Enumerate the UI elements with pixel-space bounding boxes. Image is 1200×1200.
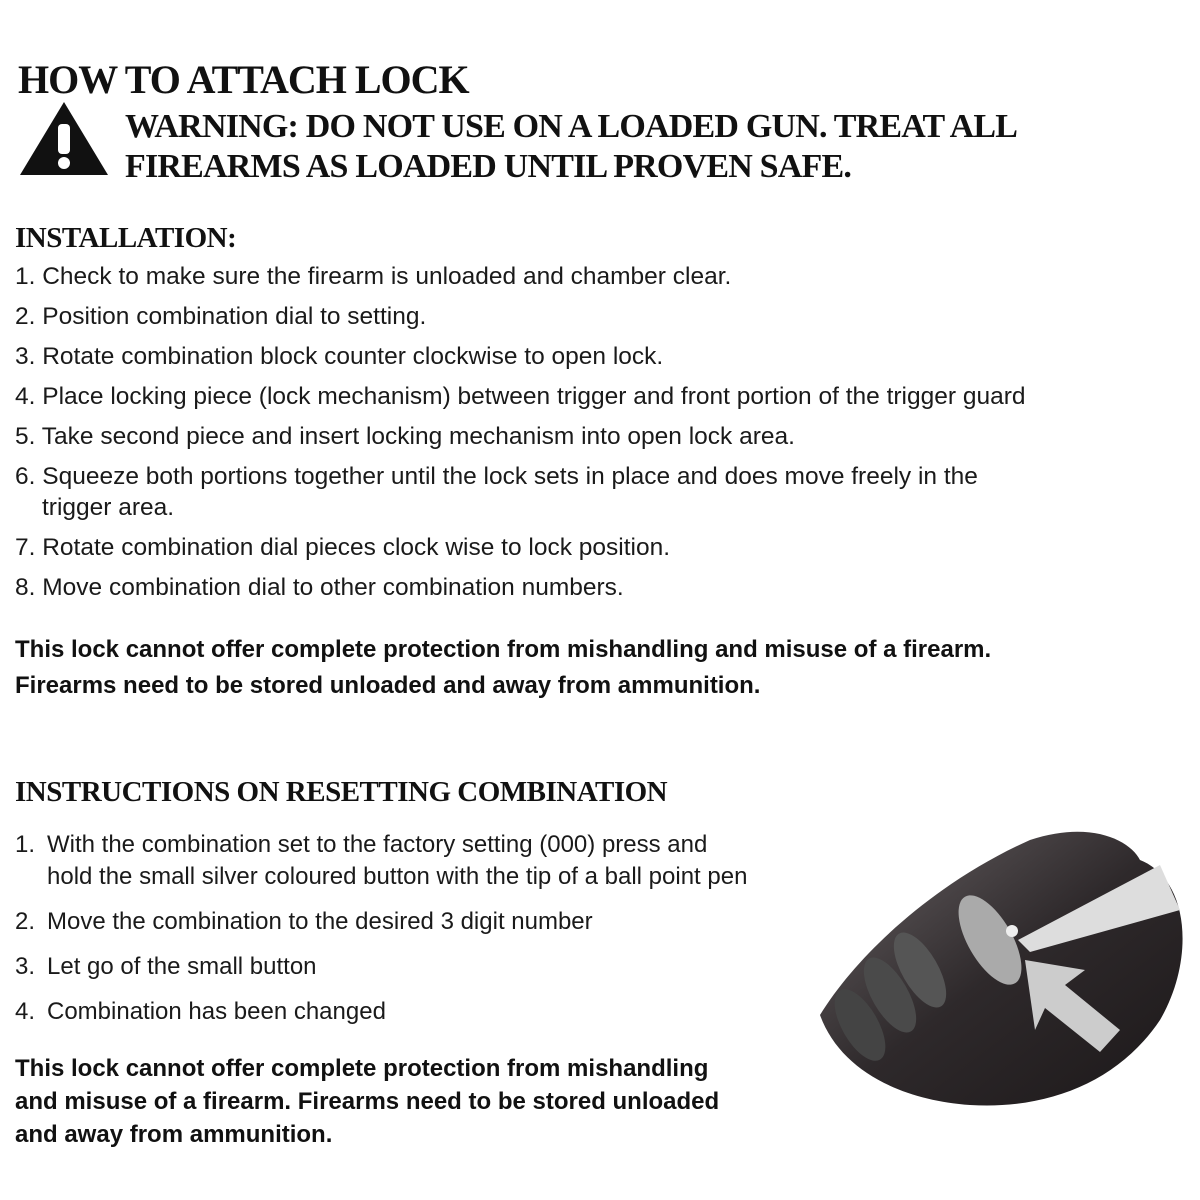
warning-line-1: WARNING: DO NOT USE ON A LOADED GUN. TREAT ALL [125,108,1018,145]
list-item: 5. Take second piece and insert locking mechanism into open lock area. [15,423,795,450]
list-item: 6. Squeeze both portions together until the lock sets in place and does move freely in the [15,463,978,490]
combination-lock-illustration [800,820,1200,1110]
reset-heading: INSTRUCTIONS ON RESETTING COMBINATION [15,776,668,808]
list-item: hold the small silver coloured button with the tip of a ball point pen [47,863,748,890]
reset-note-line: and away from ammunition. [15,1121,333,1148]
list-item: 4. Place locking piece (lock mechanism) between trigger and front portion of the trigger guard [15,383,1026,410]
warning-line-2: FIREARMS AS LOADED UNTIL PROVEN SAFE. [125,148,852,185]
list-item: 8. Move combination dial to other combination numbers. [15,574,624,601]
list-item: 7. Rotate combination dial pieces clock wise to lock position. [15,534,671,561]
list-item: 2. Move the combination to the desired 3 digit number [15,908,593,935]
list-item: 2. Position combination dial to setting. [15,303,427,330]
page-title: HOW TO ATTACH LOCK [18,57,469,102]
installation-note-line-1: This lock cannot offer complete protection from mishandling and misuse of a firearm. [15,636,992,663]
installation-heading: INSTALLATION: [15,222,237,254]
list-item: 1. Check to make sure the firearm is unloaded and chamber clear. [15,263,732,290]
reset-note-line: This lock cannot offer complete protection from mishandling [15,1055,709,1082]
list-item-continuation: trigger area. [42,494,175,521]
installation-note-line-2: Firearms need to be stored unloaded and away from ammunition. [15,672,761,699]
list-item: 1. With the combination set to the factory setting (000) press and [15,831,708,858]
warning-triangle-icon [18,98,110,178]
reset-note-line: and misuse of a firearm. Firearms need to be stored unloaded [15,1088,720,1115]
list-item: 4. Combination has been changed [15,998,386,1025]
list-item: 3. Let go of the small button [15,953,317,980]
list-item: 3. Rotate combination block counter clockwise to open lock. [15,343,664,370]
